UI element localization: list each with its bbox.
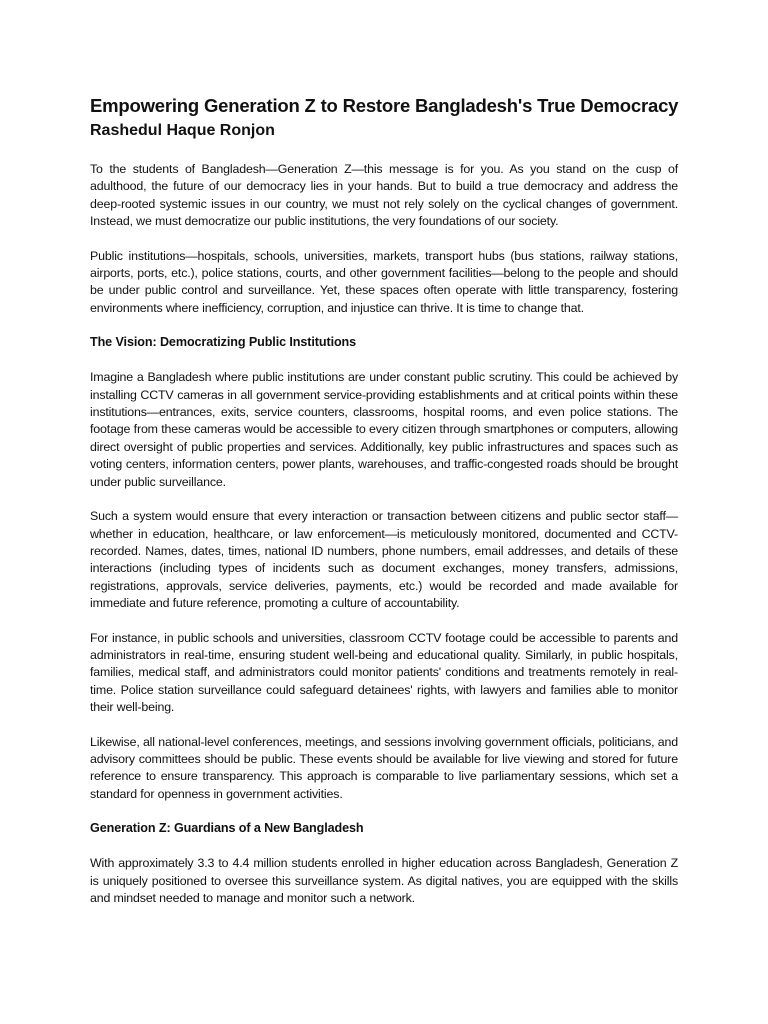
- paragraph: Such a system would ensure that every interaction or transaction between citizens and public sector staff—whether in education, healthcare, or law enforcement—is meticulously monitored, documented and CCTV-recorded. Names, dates, times, national ID numbers, phone numbers, email addresses, and details of these interactions (including types of incidents such as document exchanges, money transfers, admissions, registrations, approvals, service deliveries, payments, etc.) would be recorded and made available for immediate and future reference, promoting a culture of accountability.: [90, 509, 678, 611]
- document-body: [90, 161, 678, 907]
- section-heading: Generation Z: Guardians of a New Bangladesh: [90, 821, 364, 836]
- paragraph: Public institutions—hospitals, schools, universities, markets, transport hubs (bus stations, railway stations, airports, ports, etc.), police stations, courts, and other government facilities—belong to the people and should be under public control and surveillance. Yet, these spaces often operate with little transparency, fostering environments where inefficiency, corruption, and injustice can thrive. It is time to change that.: [90, 248, 678, 315]
- paragraph: Likewise, all national-level conferences, meetings, and sessions involving government officials, politicians, and advisory committees should be public. These events should be available for live viewing and stored for future reference to ensure transparency. This approach is comparable to live parliamentary sessions, which set a standard for openness in government activities.: [90, 734, 678, 801]
- section-heading: The Vision: Democratizing Public Institutions: [90, 335, 357, 350]
- paragraph: To the students of Bangladesh—Generation Z—this message is for you. As you stand on the cusp of adulthood, the future of our democracy lies in your hands. But to build a true democracy and address the deep-rooted systemic issues in our country, we must not rely solely on the cyclical changes of government. Instead, we must democratize our public institutions, the very foundations of our society.: [90, 162, 678, 229]
- paragraph: Imagine a Bangladesh where public institutions are under constant public scrutiny. This could be achieved by installing CCTV cameras in all government service-providing establishments and at critical points within these institutions—entrances, exits, service counters, classrooms, hospital rooms, and even police stations. The footage from these cameras would be accessible to every citizen through smartphones or computers, allowing direct oversight of public properties and services. Additionally, key public infrastructures and spaces such as voting centers, information centers, power plants, warehouses, and traffic-congested roads should be brought under public surveillance.: [90, 370, 678, 489]
- document-title: Empowering Generation Z to Restore Bangladesh's True Democracy: [90, 95, 679, 116]
- paragraph: For instance, in public schools and universities, classroom CCTV footage could be accessible to parents and administrators in real-time, ensuring student well-being and educational quality. Similarly, in public hospitals, families, medical staff, and administrators could monitor patients' conditions and treatments remotely in real-time. Police station surveillance could safeguard detainees' rights, with lawyers and families able to monitor their well-being.: [90, 630, 678, 715]
- paragraph: With approximately 3.3 to 4.4 million students enrolled in higher education across Bangladesh, Generation Z is uniquely positioned to oversee this surveillance system. As digital natives, you are equipped with the skills and mindset needed to manage and monitor such a network.: [90, 856, 678, 905]
- document-page: [90, 95, 678, 924]
- document-author: Rashedul Haque Ronjon: [90, 122, 275, 139]
